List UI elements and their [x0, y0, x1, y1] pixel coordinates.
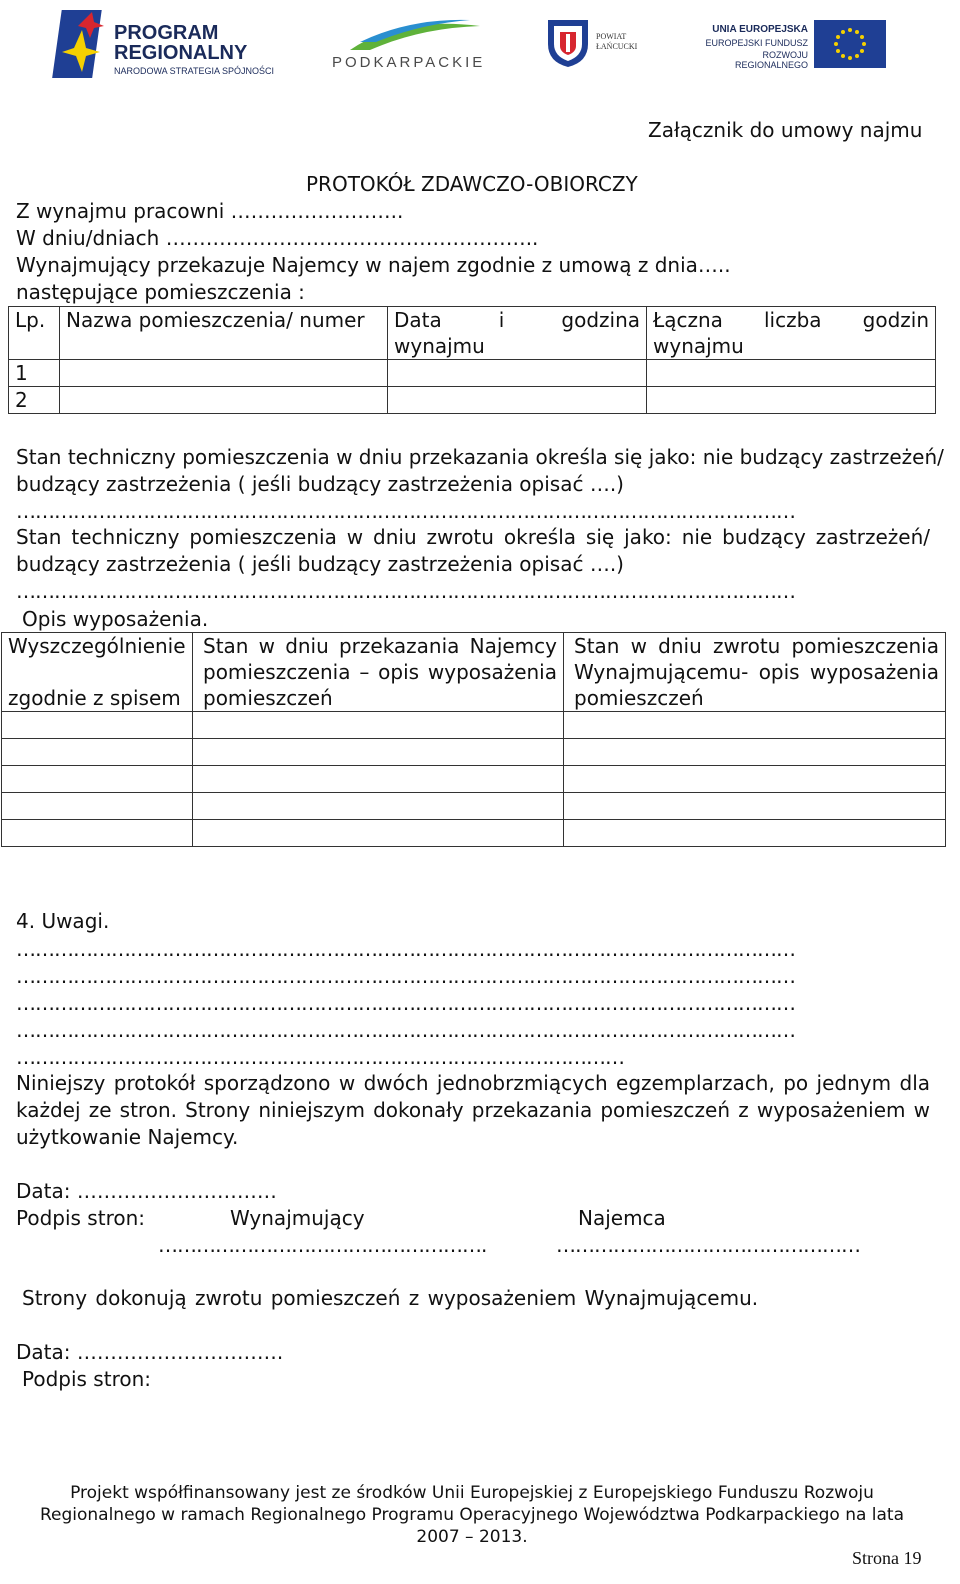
header-cell-lp [9, 307, 60, 360]
tech-state-return-l2: budzący zastrzeżenia ( jeśli budzący zastrzeżenia opisać ….) [16, 552, 624, 576]
footer-line3: 2007 – 2013. [416, 1527, 528, 1547]
table-cell[interactable] [193, 820, 564, 847]
col-hours-l1: Łączna liczba godzin [653, 308, 929, 332]
mountains-swoosh-icon [330, 16, 490, 54]
header-cell-hours [647, 307, 936, 360]
powiat-line2: ŁAŃCUCKI [596, 42, 638, 51]
table-cell[interactable] [564, 793, 946, 820]
tech-state-handover-l1: Stan techniczny pomieszczenia w dniu przekazania określa się jako: nie budzący zastrzeżeń/ [16, 445, 944, 469]
table-row [2, 739, 946, 766]
rooms-table [8, 306, 936, 414]
date-line: Data: ………………………… [16, 1179, 277, 1203]
dotted-line: …………………………………………………………………………………………………………… [16, 937, 795, 961]
document-title: PROTOKÓŁ ZDAWCZO-OBIORCZY [306, 172, 638, 196]
days-line: W dniu/dniach ……………………………………………….. [16, 226, 539, 250]
row-number: 2 [9, 387, 60, 414]
table-row [2, 633, 946, 712]
table-cell[interactable] [2, 766, 193, 793]
program-line2: REGIONALNY [114, 42, 248, 64]
table-cell[interactable] [193, 766, 564, 793]
col-name: Nazwa pomieszczenia/ numer [66, 308, 365, 332]
program-line3: NARODOWA STRATEGIA SPÓJNOŚCI [114, 66, 275, 76]
return-line: Strony dokonują zwrotu pomieszczeń z wyposażeniem Wynajmującemu. [22, 1286, 759, 1310]
col3-l3: pomieszczeń [574, 686, 704, 710]
col2-l1: Stan w dniu przekazania Najemcy [203, 634, 557, 658]
signature-label: Podpis stron: [22, 1367, 152, 1391]
table-cell[interactable] [647, 387, 936, 414]
closing-l1: Niniejszy protokół sporządzono w dwóch jednobrzmiących egzemplarzach, po jednym dla [16, 1071, 930, 1095]
closing-l2: każdej ze stron. Strony niniejszym dokonały przekazania pomieszczeń z wyposażeniem w [16, 1098, 930, 1122]
table-cell[interactable] [193, 793, 564, 820]
rental-line: Z wynajmu pracowni …………………….. [16, 199, 404, 223]
eu-line2: EUROPEJSKI FUNDUSZ [705, 38, 808, 48]
remarks-heading: 4. Uwagi. [16, 909, 110, 933]
table-row [2, 766, 946, 793]
footer-line1: Projekt współfinansowany jest ze środków Unii Europejskiej z Europejskiego Funduszu Rozwoju [70, 1483, 874, 1503]
eu-line1: UNIA EUROPEJSKA [712, 24, 808, 35]
footer-line2: Regionalnego w ramach Regionalnego Programu Operacyjnego Województwa Podkarpackiego na lata [39, 1505, 905, 1525]
table-cell[interactable] [388, 360, 647, 387]
table-row [2, 820, 946, 847]
table-cell[interactable] [193, 712, 564, 739]
table-row [2, 793, 946, 820]
table-row [9, 387, 936, 414]
eu-flag-icon [814, 20, 886, 68]
table-cell[interactable] [193, 739, 564, 766]
footer [0, 1482, 944, 1548]
tenant-signature-dots: ………………………………………… [556, 1233, 860, 1257]
dotted-line: …………………………………………………………………………………………………………… [16, 499, 795, 523]
dotted-line: …………………………………………………………………………………………………………… [16, 1018, 795, 1042]
header-cell-return [564, 633, 946, 712]
table-cell[interactable] [60, 360, 388, 387]
closing-l3: użytkowanie Najemcy. [16, 1125, 239, 1149]
tech-state-handover-l2: budzący zastrzeżenia ( jeśli budzący zastrzeżenia opisać ….) [16, 472, 624, 496]
program-regionalny-logo [52, 8, 282, 80]
col-lp: Lp. [15, 308, 46, 332]
header-cell-handover [193, 633, 564, 712]
handover-line: Wynajmujący przekazuje Najemcy w najem zgodnie z umową z dnia….. [16, 253, 731, 277]
podkarpackie-logo [330, 16, 490, 74]
dotted-line: …………………………………………………………………………………………………………… [16, 579, 795, 603]
row-number: 1 [9, 360, 60, 387]
equipment-table [1, 632, 946, 847]
table-row [2, 712, 946, 739]
col-hours-l2: wynajmu [653, 334, 744, 358]
table-row [9, 307, 936, 360]
col3-l2: Wynajmującemu- opis wyposażenia [574, 660, 939, 684]
eu-line3: ROZWOJU REGIONALNEGO [734, 50, 808, 70]
header-cell-item [2, 633, 193, 712]
col1-l1: Wyszczególnienie [8, 634, 186, 658]
header-cell-name [60, 307, 388, 360]
table-cell[interactable] [2, 820, 193, 847]
dotted-line: …………………………………………………………………………………………………………… [16, 964, 795, 988]
signature-label: Podpis stron: [16, 1206, 146, 1230]
equipment-heading: Opis wyposażenia. [22, 607, 209, 631]
header-cell-date [388, 307, 647, 360]
col2-l2: pomieszczenia – opis wyposażenia [203, 660, 557, 684]
eu-logo [688, 20, 888, 70]
table-cell[interactable] [564, 820, 946, 847]
date-line: Data: …………………………. [16, 1340, 284, 1364]
table-cell[interactable] [60, 387, 388, 414]
tenant-label: Najemca [578, 1206, 666, 1230]
page-number: Strona 19 [852, 1548, 922, 1568]
table-row [9, 360, 936, 387]
podkarpackie-text: PODKARPACKIE [332, 54, 486, 71]
landlord-signature-dots: ……………………………………………. [158, 1233, 487, 1257]
landlord-label: Wynajmujący [230, 1206, 365, 1230]
col-date-l1: Data i godzina [394, 308, 640, 332]
coat-of-arms-icon [546, 18, 590, 68]
col1-l3: zgodnie z spisem [8, 686, 181, 710]
table-cell[interactable] [2, 793, 193, 820]
program-line1: PROGRAM [114, 22, 219, 44]
table-cell[interactable] [564, 712, 946, 739]
col-date-l2: wynajmu [394, 334, 485, 358]
powiat-line1: POWIAT [596, 32, 627, 41]
table-cell[interactable] [2, 739, 193, 766]
table-cell[interactable] [564, 739, 946, 766]
annex-label: Załącznik do umowy najmu [648, 118, 923, 142]
tech-state-return-l1: Stan techniczny pomieszczenia w dniu zwrotu określa się jako: nie budzący zastrzeżeń/ [16, 525, 930, 549]
table-cell[interactable] [388, 387, 647, 414]
rooms-line: następujące pomieszczenia : [16, 280, 305, 304]
table-cell[interactable] [564, 766, 946, 793]
col2-l3: pomieszczeń [203, 686, 333, 710]
powiat-logo [546, 18, 646, 70]
col3-l1: Stan w dniu zwrotu pomieszczenia [574, 634, 939, 658]
dotted-line: …………………………………………………………………………………………………………… [16, 991, 795, 1015]
dotted-line: …………………………………………………………………………………… [16, 1045, 624, 1069]
table-cell[interactable] [647, 360, 936, 387]
table-cell[interactable] [2, 712, 193, 739]
star-emblem-icon [52, 8, 112, 80]
